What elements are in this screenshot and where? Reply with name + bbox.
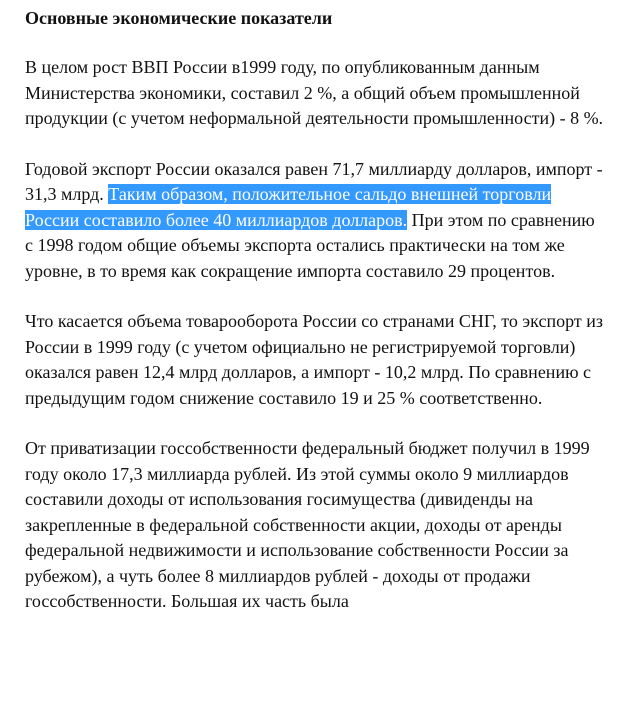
paragraph-trade-text-after: При этом по сравнению с 1998 годом общие объемы экспорта остались практически на том же уровне, в то время как сокращение импорта составило 29 процентов. xyxy=(25,209,595,281)
paragraph-gdp[interactable]: В целом рост ВВП России в1999 году, по опубликованным данным Министерства экономики, составил 2 %, а общий объем промышленной продукции (с учетом неформальной деятельности промышленности) - 8 %. xyxy=(25,57,604,128)
paragraph-trade[interactable] xyxy=(25,157,605,285)
paragraph-privatization[interactable]: От приватизации госсобственности федеральный бюджет получил в 1999 году около 17,3 миллиарда рублей. Из этой суммы около 9 миллиардов составили доходы от использования госимущества (дивиденды на закрепленные в федеральной собственности акции, доходы от аренды федеральной недвижимости и использование собственности России за рубежом), а чуть более 8 миллиардов рублей - доходы от продажи госсобственности. Большая их часть была xyxy=(25,438,590,611)
document-heading: Основные экономические показатели xyxy=(25,8,333,28)
document-body xyxy=(25,0,605,615)
paragraph-trade-text-before: Годовой экспорт России оказался равен 71,7 миллиарду долларов, импорт - 31,3 млрд. xyxy=(25,158,603,204)
paragraph-cis-trade[interactable]: Что касается объема товарооборота России со странами СНГ, то экспорт из России в 1999 году (с учетом официально не регистрируемой торговли) оказался равен 12,4 млрд долларов, а импорт - 10,2 млрд. По сравнению с предыдущим годом снижение составило 19 и 25 % соответственно. xyxy=(25,311,603,408)
selected-text-highlight[interactable]: Таким образом, положительное сальдо внешней торговли России составило более 40 миллиардов долларов. xyxy=(25,184,552,230)
